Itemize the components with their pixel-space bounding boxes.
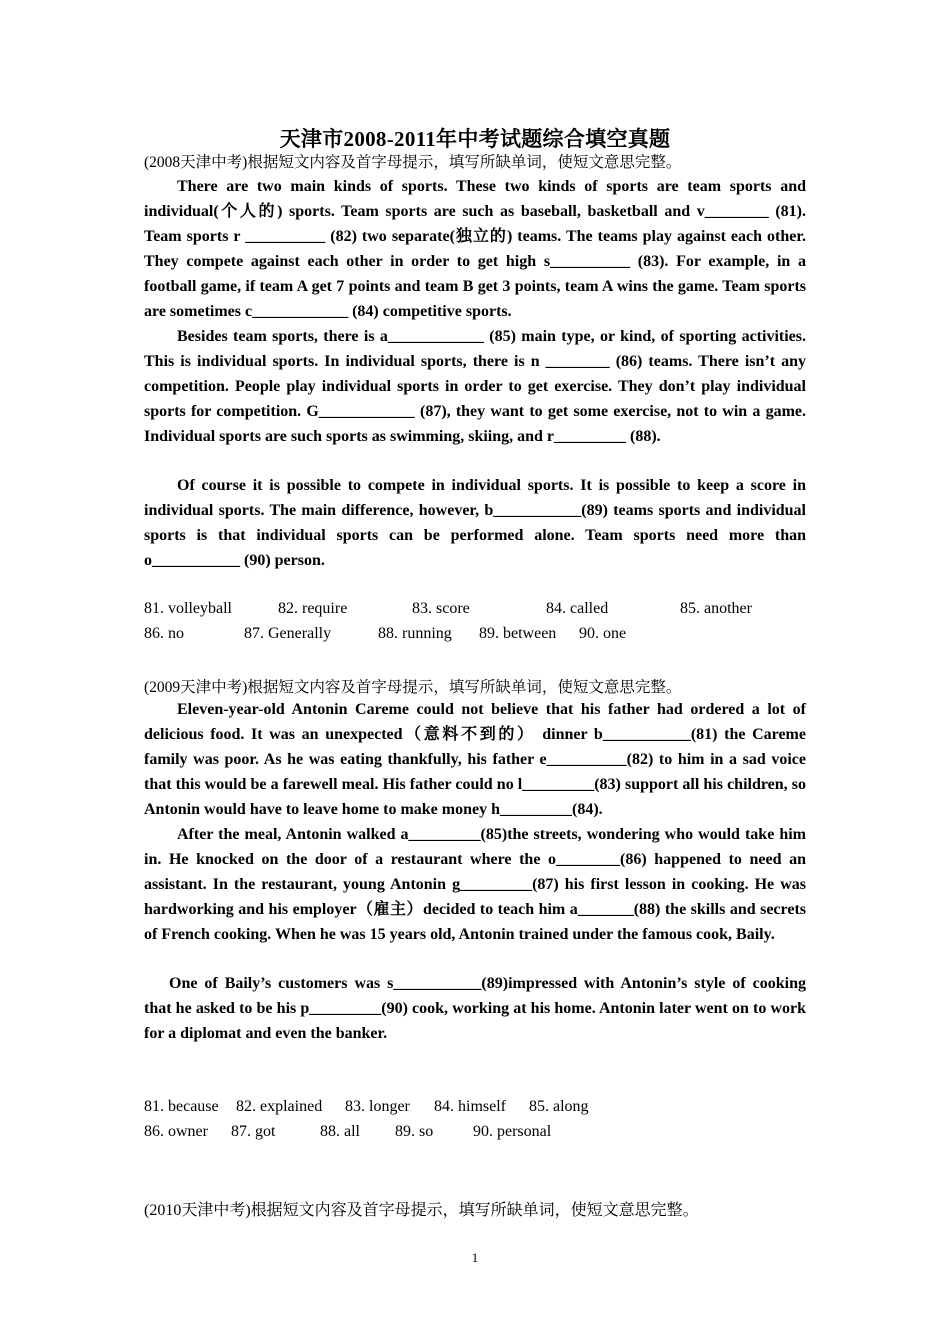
section-2010-heading: (2010天津中考)根据短文内容及首字母提示，填写所缺单词，使短文意思完整。 (144, 1202, 699, 1219)
section-2009-heading: (2009天津中考)根据短文内容及首字母提示，填写所缺单词，使短文意思完整。 (144, 679, 682, 696)
section-2008-paragraph-1: There are two main kinds of sports. These two kinds of sports are team sports and individual(个人的) sports. Team sports are such as baseball, basketball and v________ (81). Team sports r __________ (82) two separate(独立的) teams. The teams play against each other. They compete against each other in order to get high s__________ (83). For example, in a football game, if team A get 7 points and team B get 3 points, team A wins the game. Team sports are sometimes c____________ (84) competitive sports. (144, 178, 806, 320)
answer-88: 88. all (320, 1123, 360, 1140)
answer-89: 89. so (395, 1123, 434, 1140)
answer-85: 85. another (680, 600, 752, 617)
answer-81: 81. because (144, 1098, 219, 1115)
answer-82: 82. explained (236, 1098, 323, 1115)
answer-90: 90. one (579, 625, 627, 642)
answer-90: 90. personal (473, 1123, 552, 1140)
answer-88: 88. running (378, 625, 452, 642)
answer-84: 84. called (546, 600, 609, 617)
answer-83: 83. score (412, 600, 470, 617)
page-number: 1 (471, 1250, 479, 1265)
answer-87: 87. Generally (244, 625, 332, 642)
section-2009-paragraph-2: After the meal, Antonin walked a_________(85)the streets, wondering who would take him in. He knocked on the door of a restaurant where the o________(86) happened to need an assistant. In the restaurant, young Antonin g_________(87) his first lesson in cooking. He was hardworking and his employer（雇主）decided to teach him a_______(88) the skills and secrets of French cooking. When he was 15 years old, Antonin trained under the famous cook, Baily. (144, 826, 806, 943)
answer-81: 81. volleyball (144, 600, 232, 617)
answer-82: 82. require (278, 600, 348, 617)
answer-86: 86. no (144, 625, 184, 642)
answer-89: 89. between (479, 625, 557, 642)
page-title: 天津市2008-2011年中考试题综合填空真题 (279, 127, 671, 151)
section-2008-paragraph-2: Besides team sports, there is a____________ (85) main type, or kind, of sporting activities. This is individual sports. In individual sports, there is n ________ (86) teams. There isn’t any competition. People play individual sports in order to get exercise. They don’t play individual sports for competition. G____________ (87), they want to get some exercise, not to win a game. Individual sports are such sports as swimming, skiing, and r_________ (88). (144, 328, 806, 445)
answer-83: 83. longer (345, 1098, 410, 1115)
answer-85: 85. along (529, 1098, 589, 1115)
section-2008-paragraph-3: Of course it is possible to compete in individual sports. It is possible to keep a score in individual sports. The main difference, however, b___________(89) teams sports and individual sports is that individual sports can be performed alone. Team sports need more than o___________ (90) person. (144, 477, 806, 569)
section-2008-heading: (2008天津中考)根据短文内容及首字母提示，填写所缺单词，使短文意思完整。 (144, 154, 682, 171)
answer-86: 86. owner (144, 1123, 208, 1140)
answer-87: 87. got (231, 1123, 276, 1140)
section-2009-paragraph-1: Eleven-year-old Antonin Careme could not believe that his father had ordered a lot of delicious food. It was an unexpected（意料不到的） dinner b___________(81) the Careme family was poor. As he was eating thankfully, his father e__________(82) to him in a sad voice that this would be a farewell meal. His father could no l_________(83) support all his children, so Antonin would have to leave home to make money h_________(84). (144, 701, 806, 818)
section-2009-paragraph-3: One of Baily’s customers was s___________(89)impressed with Antonin’s style of cooking that he asked to be his p_________(90) cook, working at his home. Antonin later went on to work for a diplomat and even the banker. (144, 975, 806, 1042)
answer-84: 84. himself (434, 1098, 506, 1115)
